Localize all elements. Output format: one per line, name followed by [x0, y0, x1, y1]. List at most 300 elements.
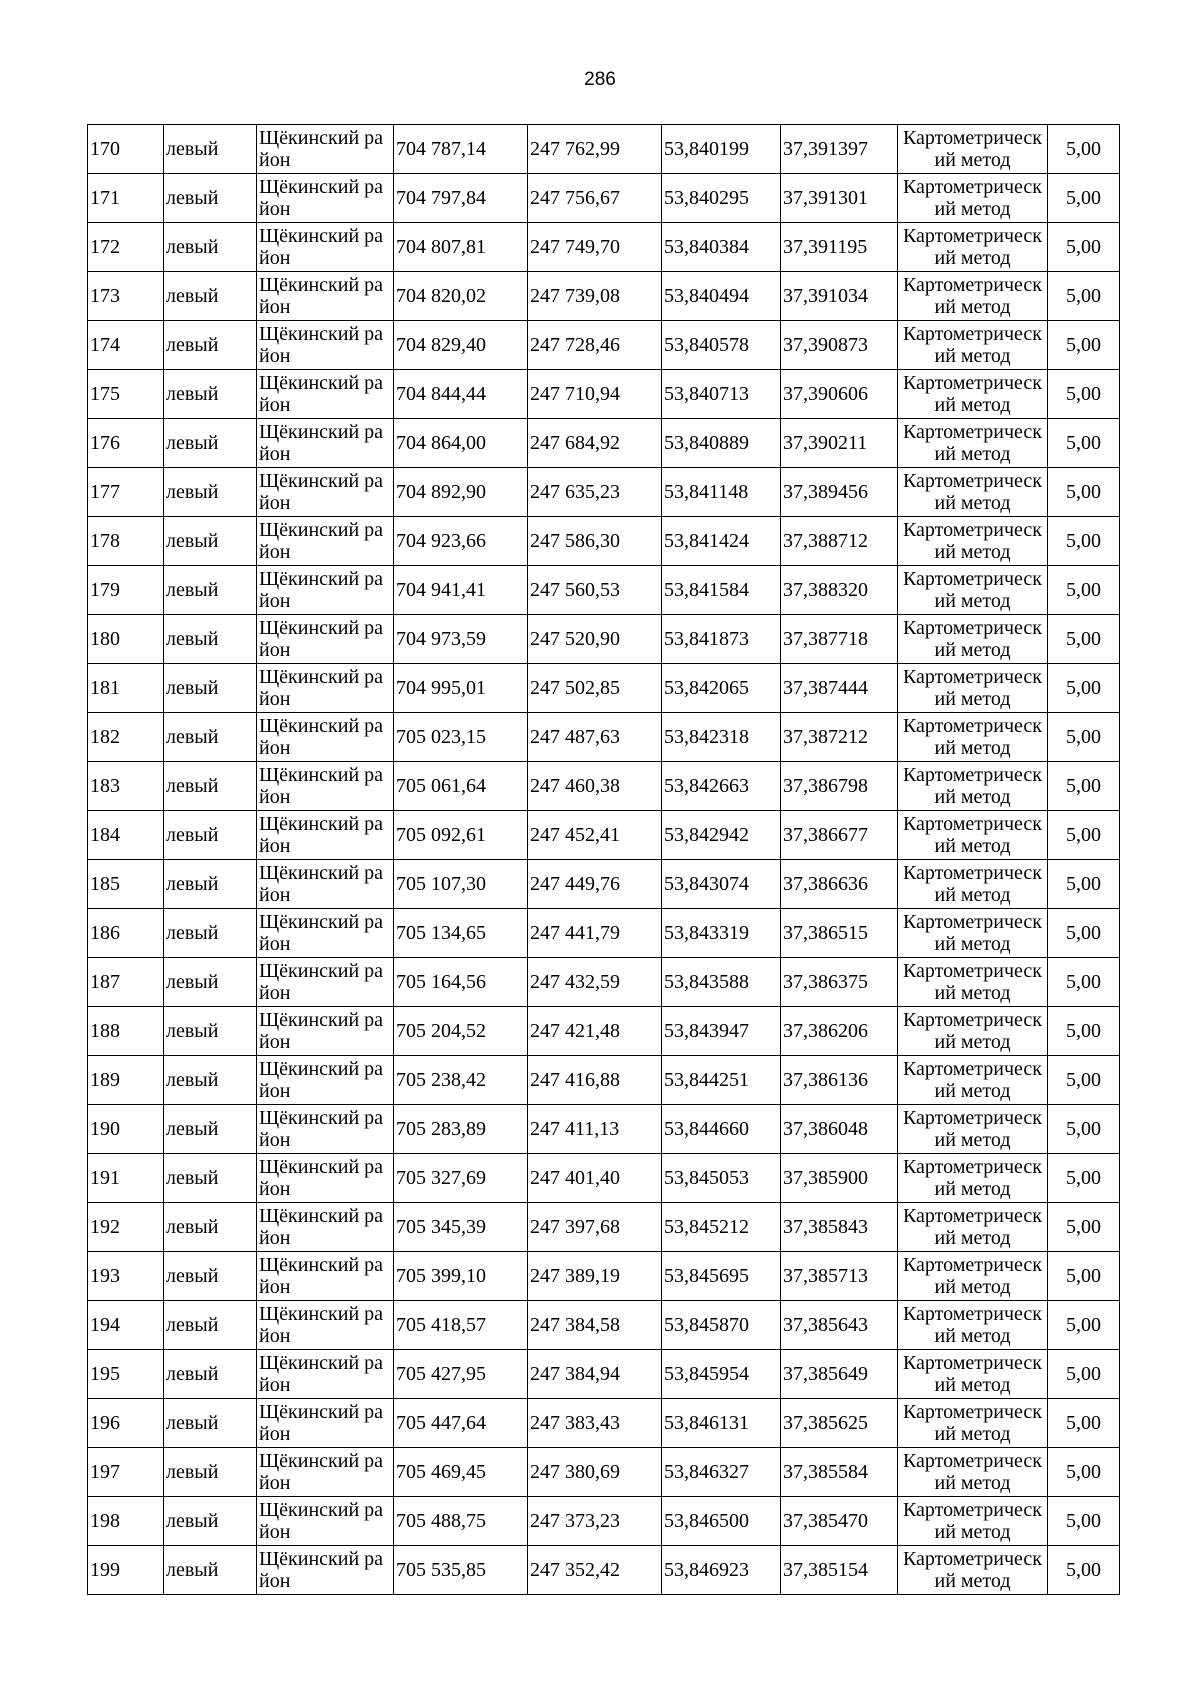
accuracy-cell: 5,00 [1048, 615, 1120, 664]
district-cell: Щёкинский район [257, 517, 394, 566]
latitude-cell: 53,846500 [662, 1497, 781, 1546]
point-number-cell: 196 [88, 1399, 164, 1448]
point-number-cell: 191 [88, 1154, 164, 1203]
longitude-cell: 37,386206 [781, 1007, 898, 1056]
latitude-cell: 53,840889 [662, 419, 781, 468]
latitude-cell: 53,843947 [662, 1007, 781, 1056]
longitude-cell: 37,391397 [781, 125, 898, 174]
bank-side-cell: левый [164, 615, 257, 664]
coord-y-cell: 247 380,69 [528, 1448, 662, 1497]
accuracy-cell: 5,00 [1048, 713, 1120, 762]
bank-side-cell: левый [164, 1350, 257, 1399]
bank-side-cell: левый [164, 370, 257, 419]
longitude-cell: 37,385900 [781, 1154, 898, 1203]
accuracy-cell: 5,00 [1048, 1105, 1120, 1154]
point-number-cell: 171 [88, 174, 164, 223]
latitude-cell: 53,841873 [662, 615, 781, 664]
bank-side-cell: левый [164, 1105, 257, 1154]
longitude-cell: 37,386375 [781, 958, 898, 1007]
district-cell: Щёкинский район [257, 1203, 394, 1252]
latitude-cell: 53,846131 [662, 1399, 781, 1448]
table-row [88, 370, 1120, 419]
coordinates-table [87, 124, 1120, 1595]
accuracy-cell: 5,00 [1048, 1252, 1120, 1301]
method-cell: Картометрический метод [898, 517, 1048, 566]
coord-y-cell: 247 684,92 [528, 419, 662, 468]
method-cell: Картометрический метод [898, 174, 1048, 223]
coord-x-cell: 704 829,40 [394, 321, 528, 370]
district-cell: Щёкинский район [257, 1301, 394, 1350]
table-row [88, 272, 1120, 321]
method-cell: Картометрический метод [898, 321, 1048, 370]
table-row [88, 1497, 1120, 1546]
table-row [88, 713, 1120, 762]
coord-y-cell: 247 384,58 [528, 1301, 662, 1350]
coord-x-cell: 704 923,66 [394, 517, 528, 566]
bank-side-cell: левый [164, 1056, 257, 1105]
point-number-cell: 194 [88, 1301, 164, 1350]
coord-x-cell: 704 941,41 [394, 566, 528, 615]
longitude-cell: 37,385649 [781, 1350, 898, 1399]
table-row [88, 566, 1120, 615]
table-body [88, 125, 1120, 1595]
page-number: 286 [584, 69, 616, 90]
coord-x-cell: 704 807,81 [394, 223, 528, 272]
point-number-cell: 198 [88, 1497, 164, 1546]
longitude-cell: 37,385713 [781, 1252, 898, 1301]
coord-x-cell: 705 327,69 [394, 1154, 528, 1203]
point-number-cell: 181 [88, 664, 164, 713]
bank-side-cell: левый [164, 419, 257, 468]
latitude-cell: 53,843588 [662, 958, 781, 1007]
coord-y-cell: 247 411,13 [528, 1105, 662, 1154]
method-cell: Картометрический метод [898, 468, 1048, 517]
bank-side-cell: левый [164, 174, 257, 223]
method-cell: Картометрический метод [898, 1203, 1048, 1252]
longitude-cell: 37,386136 [781, 1056, 898, 1105]
bank-side-cell: левый [164, 517, 257, 566]
accuracy-cell: 5,00 [1048, 419, 1120, 468]
coord-x-cell: 705 061,64 [394, 762, 528, 811]
latitude-cell: 53,845053 [662, 1154, 781, 1203]
latitude-cell: 53,841424 [662, 517, 781, 566]
latitude-cell: 53,840494 [662, 272, 781, 321]
table-row [88, 958, 1120, 1007]
district-cell: Щёкинский район [257, 1056, 394, 1105]
coord-x-cell: 705 399,10 [394, 1252, 528, 1301]
latitude-cell: 53,842318 [662, 713, 781, 762]
method-cell: Картометрический метод [898, 1350, 1048, 1399]
coord-y-cell: 247 749,70 [528, 223, 662, 272]
coord-y-cell: 247 502,85 [528, 664, 662, 713]
method-cell: Картометрический метод [898, 762, 1048, 811]
coord-x-cell: 705 092,61 [394, 811, 528, 860]
bank-side-cell: левый [164, 909, 257, 958]
table-row [88, 860, 1120, 909]
latitude-cell: 53,840295 [662, 174, 781, 223]
longitude-cell: 37,386677 [781, 811, 898, 860]
longitude-cell: 37,390606 [781, 370, 898, 419]
latitude-cell: 53,844251 [662, 1056, 781, 1105]
point-number-cell: 180 [88, 615, 164, 664]
district-cell: Щёкинский район [257, 811, 394, 860]
point-number-cell: 175 [88, 370, 164, 419]
point-number-cell: 177 [88, 468, 164, 517]
accuracy-cell: 5,00 [1048, 860, 1120, 909]
latitude-cell: 53,841148 [662, 468, 781, 517]
table-row [88, 1399, 1120, 1448]
table-row [88, 1056, 1120, 1105]
coord-y-cell: 247 432,59 [528, 958, 662, 1007]
method-cell: Картометрический метод [898, 713, 1048, 762]
coord-x-cell: 705 345,39 [394, 1203, 528, 1252]
point-number-cell: 173 [88, 272, 164, 321]
coord-y-cell: 247 352,42 [528, 1546, 662, 1595]
accuracy-cell: 5,00 [1048, 272, 1120, 321]
method-cell: Картометрический метод [898, 419, 1048, 468]
table-row [88, 909, 1120, 958]
point-number-cell: 178 [88, 517, 164, 566]
latitude-cell: 53,840199 [662, 125, 781, 174]
point-number-cell: 174 [88, 321, 164, 370]
bank-side-cell: левый [164, 1497, 257, 1546]
coord-y-cell: 247 373,23 [528, 1497, 662, 1546]
table-row [88, 125, 1120, 174]
table-row [88, 811, 1120, 860]
latitude-cell: 53,846327 [662, 1448, 781, 1497]
latitude-cell: 53,844660 [662, 1105, 781, 1154]
longitude-cell: 37,391034 [781, 272, 898, 321]
longitude-cell: 37,390211 [781, 419, 898, 468]
accuracy-cell: 5,00 [1048, 468, 1120, 517]
point-number-cell: 172 [88, 223, 164, 272]
bank-side-cell: левый [164, 321, 257, 370]
table-row [88, 615, 1120, 664]
coord-x-cell: 705 204,52 [394, 1007, 528, 1056]
method-cell: Картометрический метод [898, 1546, 1048, 1595]
point-number-cell: 189 [88, 1056, 164, 1105]
longitude-cell: 37,389456 [781, 468, 898, 517]
district-cell: Щёкинский район [257, 321, 394, 370]
coord-x-cell: 704 797,84 [394, 174, 528, 223]
point-number-cell: 170 [88, 125, 164, 174]
latitude-cell: 53,845212 [662, 1203, 781, 1252]
accuracy-cell: 5,00 [1048, 1203, 1120, 1252]
point-number-cell: 190 [88, 1105, 164, 1154]
coord-x-cell: 704 820,02 [394, 272, 528, 321]
district-cell: Щёкинский район [257, 1105, 394, 1154]
coord-y-cell: 247 449,76 [528, 860, 662, 909]
accuracy-cell: 5,00 [1048, 1497, 1120, 1546]
method-cell: Картометрический метод [898, 1301, 1048, 1350]
coord-y-cell: 247 710,94 [528, 370, 662, 419]
longitude-cell: 37,386798 [781, 762, 898, 811]
coord-x-cell: 705 535,85 [394, 1546, 528, 1595]
coord-y-cell: 247 728,46 [528, 321, 662, 370]
longitude-cell: 37,387444 [781, 664, 898, 713]
table-row [88, 468, 1120, 517]
bank-side-cell: левый [164, 1252, 257, 1301]
coord-x-cell: 705 283,89 [394, 1105, 528, 1154]
district-cell: Щёкинский район [257, 1007, 394, 1056]
accuracy-cell: 5,00 [1048, 321, 1120, 370]
table-row [88, 1448, 1120, 1497]
accuracy-cell: 5,00 [1048, 517, 1120, 566]
coord-x-cell: 705 469,45 [394, 1448, 528, 1497]
bank-side-cell: левый [164, 468, 257, 517]
method-cell: Картометрический метод [898, 958, 1048, 1007]
accuracy-cell: 5,00 [1048, 1399, 1120, 1448]
coord-y-cell: 247 487,63 [528, 713, 662, 762]
method-cell: Картометрический метод [898, 566, 1048, 615]
point-number-cell: 192 [88, 1203, 164, 1252]
coord-y-cell: 247 460,38 [528, 762, 662, 811]
table-row [88, 1007, 1120, 1056]
bank-side-cell: левый [164, 1301, 257, 1350]
bank-side-cell: левый [164, 1399, 257, 1448]
table-row [88, 1105, 1120, 1154]
latitude-cell: 53,845954 [662, 1350, 781, 1399]
longitude-cell: 37,385843 [781, 1203, 898, 1252]
point-number-cell: 193 [88, 1252, 164, 1301]
accuracy-cell: 5,00 [1048, 909, 1120, 958]
accuracy-cell: 5,00 [1048, 664, 1120, 713]
accuracy-cell: 5,00 [1048, 370, 1120, 419]
method-cell: Картометрический метод [898, 223, 1048, 272]
accuracy-cell: 5,00 [1048, 958, 1120, 1007]
coord-y-cell: 247 383,43 [528, 1399, 662, 1448]
accuracy-cell: 5,00 [1048, 811, 1120, 860]
district-cell: Щёкинский район [257, 713, 394, 762]
latitude-cell: 53,842942 [662, 811, 781, 860]
table-row [88, 419, 1120, 468]
longitude-cell: 37,386515 [781, 909, 898, 958]
method-cell: Картометрический метод [898, 1399, 1048, 1448]
table-row [88, 762, 1120, 811]
method-cell: Картометрический метод [898, 811, 1048, 860]
bank-side-cell: левый [164, 1546, 257, 1595]
coord-y-cell: 247 389,19 [528, 1252, 662, 1301]
table-row [88, 517, 1120, 566]
longitude-cell: 37,391301 [781, 174, 898, 223]
district-cell: Щёкинский район [257, 1154, 394, 1203]
coord-y-cell: 247 441,79 [528, 909, 662, 958]
bank-side-cell: левый [164, 1448, 257, 1497]
district-cell: Щёкинский район [257, 860, 394, 909]
coord-y-cell: 247 401,40 [528, 1154, 662, 1203]
district-cell: Щёкинский район [257, 1350, 394, 1399]
district-cell: Щёкинский район [257, 1497, 394, 1546]
coord-y-cell: 247 416,88 [528, 1056, 662, 1105]
latitude-cell: 53,841584 [662, 566, 781, 615]
accuracy-cell: 5,00 [1048, 1350, 1120, 1399]
method-cell: Картометрический метод [898, 1105, 1048, 1154]
coord-x-cell: 704 892,90 [394, 468, 528, 517]
coord-x-cell: 705 023,15 [394, 713, 528, 762]
coord-x-cell: 705 164,56 [394, 958, 528, 1007]
coord-y-cell: 247 397,68 [528, 1203, 662, 1252]
latitude-cell: 53,843319 [662, 909, 781, 958]
district-cell: Щёкинский район [257, 762, 394, 811]
method-cell: Картометрический метод [898, 125, 1048, 174]
method-cell: Картометрический метод [898, 860, 1048, 909]
longitude-cell: 37,390873 [781, 321, 898, 370]
method-cell: Картометрический метод [898, 615, 1048, 664]
method-cell: Картометрический метод [898, 1448, 1048, 1497]
table-row [88, 174, 1120, 223]
method-cell: Картометрический метод [898, 1252, 1048, 1301]
point-number-cell: 182 [88, 713, 164, 762]
method-cell: Картометрический метод [898, 1154, 1048, 1203]
coord-y-cell: 247 520,90 [528, 615, 662, 664]
latitude-cell: 53,845695 [662, 1252, 781, 1301]
bank-side-cell: левый [164, 1203, 257, 1252]
bank-side-cell: левый [164, 1007, 257, 1056]
longitude-cell: 37,385154 [781, 1546, 898, 1595]
point-number-cell: 176 [88, 419, 164, 468]
method-cell: Картометрический метод [898, 1007, 1048, 1056]
district-cell: Щёкинский район [257, 1252, 394, 1301]
district-cell: Щёкинский район [257, 272, 394, 321]
method-cell: Картометрический метод [898, 664, 1048, 713]
coord-x-cell: 705 418,57 [394, 1301, 528, 1350]
point-number-cell: 197 [88, 1448, 164, 1497]
bank-side-cell: левый [164, 272, 257, 321]
point-number-cell: 185 [88, 860, 164, 909]
latitude-cell: 53,846923 [662, 1546, 781, 1595]
longitude-cell: 37,388320 [781, 566, 898, 615]
latitude-cell: 53,843074 [662, 860, 781, 909]
accuracy-cell: 5,00 [1048, 762, 1120, 811]
coord-x-cell: 705 488,75 [394, 1497, 528, 1546]
longitude-cell: 37,387718 [781, 615, 898, 664]
longitude-cell: 37,386048 [781, 1105, 898, 1154]
longitude-cell: 37,391195 [781, 223, 898, 272]
accuracy-cell: 5,00 [1048, 125, 1120, 174]
coord-y-cell: 247 756,67 [528, 174, 662, 223]
longitude-cell: 37,385625 [781, 1399, 898, 1448]
accuracy-cell: 5,00 [1048, 566, 1120, 615]
table-row [88, 1154, 1120, 1203]
bank-side-cell: левый [164, 223, 257, 272]
longitude-cell: 37,387212 [781, 713, 898, 762]
bank-side-cell: левый [164, 958, 257, 1007]
method-cell: Картометрический метод [898, 909, 1048, 958]
point-number-cell: 179 [88, 566, 164, 615]
table-row [88, 1203, 1120, 1252]
coord-x-cell: 704 973,59 [394, 615, 528, 664]
accuracy-cell: 5,00 [1048, 1546, 1120, 1595]
table-row [88, 321, 1120, 370]
district-cell: Щёкинский район [257, 615, 394, 664]
longitude-cell: 37,385584 [781, 1448, 898, 1497]
latitude-cell: 53,840384 [662, 223, 781, 272]
bank-side-cell: левый [164, 762, 257, 811]
bank-side-cell: левый [164, 125, 257, 174]
coord-x-cell: 705 107,30 [394, 860, 528, 909]
accuracy-cell: 5,00 [1048, 1301, 1120, 1350]
district-cell: Щёкинский район [257, 958, 394, 1007]
longitude-cell: 37,386636 [781, 860, 898, 909]
coord-y-cell: 247 586,30 [528, 517, 662, 566]
coord-y-cell: 247 421,48 [528, 1007, 662, 1056]
bank-side-cell: левый [164, 811, 257, 860]
latitude-cell: 53,840578 [662, 321, 781, 370]
district-cell: Щёкинский район [257, 125, 394, 174]
point-number-cell: 195 [88, 1350, 164, 1399]
coord-x-cell: 704 995,01 [394, 664, 528, 713]
coord-x-cell: 705 238,42 [394, 1056, 528, 1105]
bank-side-cell: левый [164, 566, 257, 615]
accuracy-cell: 5,00 [1048, 1007, 1120, 1056]
latitude-cell: 53,840713 [662, 370, 781, 419]
coord-x-cell: 705 134,65 [394, 909, 528, 958]
district-cell: Щёкинский район [257, 1448, 394, 1497]
latitude-cell: 53,842663 [662, 762, 781, 811]
table-row [88, 1252, 1120, 1301]
table-row [88, 1301, 1120, 1350]
point-number-cell: 184 [88, 811, 164, 860]
bank-side-cell: левый [164, 664, 257, 713]
accuracy-cell: 5,00 [1048, 1154, 1120, 1203]
table-row [88, 1546, 1120, 1595]
latitude-cell: 53,842065 [662, 664, 781, 713]
district-cell: Щёкинский район [257, 909, 394, 958]
coord-x-cell: 705 427,95 [394, 1350, 528, 1399]
point-number-cell: 186 [88, 909, 164, 958]
point-number-cell: 199 [88, 1546, 164, 1595]
district-cell: Щёкинский район [257, 1546, 394, 1595]
longitude-cell: 37,385643 [781, 1301, 898, 1350]
table-row [88, 1350, 1120, 1399]
coord-y-cell: 247 739,08 [528, 272, 662, 321]
point-number-cell: 183 [88, 762, 164, 811]
bank-side-cell: левый [164, 860, 257, 909]
district-cell: Щёкинский район [257, 223, 394, 272]
district-cell: Щёкинский район [257, 370, 394, 419]
accuracy-cell: 5,00 [1048, 1056, 1120, 1105]
accuracy-cell: 5,00 [1048, 174, 1120, 223]
table-row [88, 223, 1120, 272]
accuracy-cell: 5,00 [1048, 223, 1120, 272]
district-cell: Щёкинский район [257, 419, 394, 468]
district-cell: Щёкинский район [257, 174, 394, 223]
district-cell: Щёкинский район [257, 468, 394, 517]
coord-x-cell: 704 787,14 [394, 125, 528, 174]
method-cell: Картометрический метод [898, 272, 1048, 321]
coord-x-cell: 705 447,64 [394, 1399, 528, 1448]
point-number-cell: 187 [88, 958, 164, 1007]
longitude-cell: 37,388712 [781, 517, 898, 566]
bank-side-cell: левый [164, 713, 257, 762]
method-cell: Картометрический метод [898, 370, 1048, 419]
coord-y-cell: 247 560,53 [528, 566, 662, 615]
coord-y-cell: 247 635,23 [528, 468, 662, 517]
coord-y-cell: 247 384,94 [528, 1350, 662, 1399]
coord-x-cell: 704 864,00 [394, 419, 528, 468]
coord-y-cell: 247 762,99 [528, 125, 662, 174]
district-cell: Щёкинский район [257, 1399, 394, 1448]
accuracy-cell: 5,00 [1048, 1448, 1120, 1497]
method-cell: Картометрический метод [898, 1056, 1048, 1105]
latitude-cell: 53,845870 [662, 1301, 781, 1350]
bank-side-cell: левый [164, 1154, 257, 1203]
method-cell: Картометрический метод [898, 1497, 1048, 1546]
point-number-cell: 188 [88, 1007, 164, 1056]
coord-y-cell: 247 452,41 [528, 811, 662, 860]
coord-x-cell: 704 844,44 [394, 370, 528, 419]
longitude-cell: 37,385470 [781, 1497, 898, 1546]
